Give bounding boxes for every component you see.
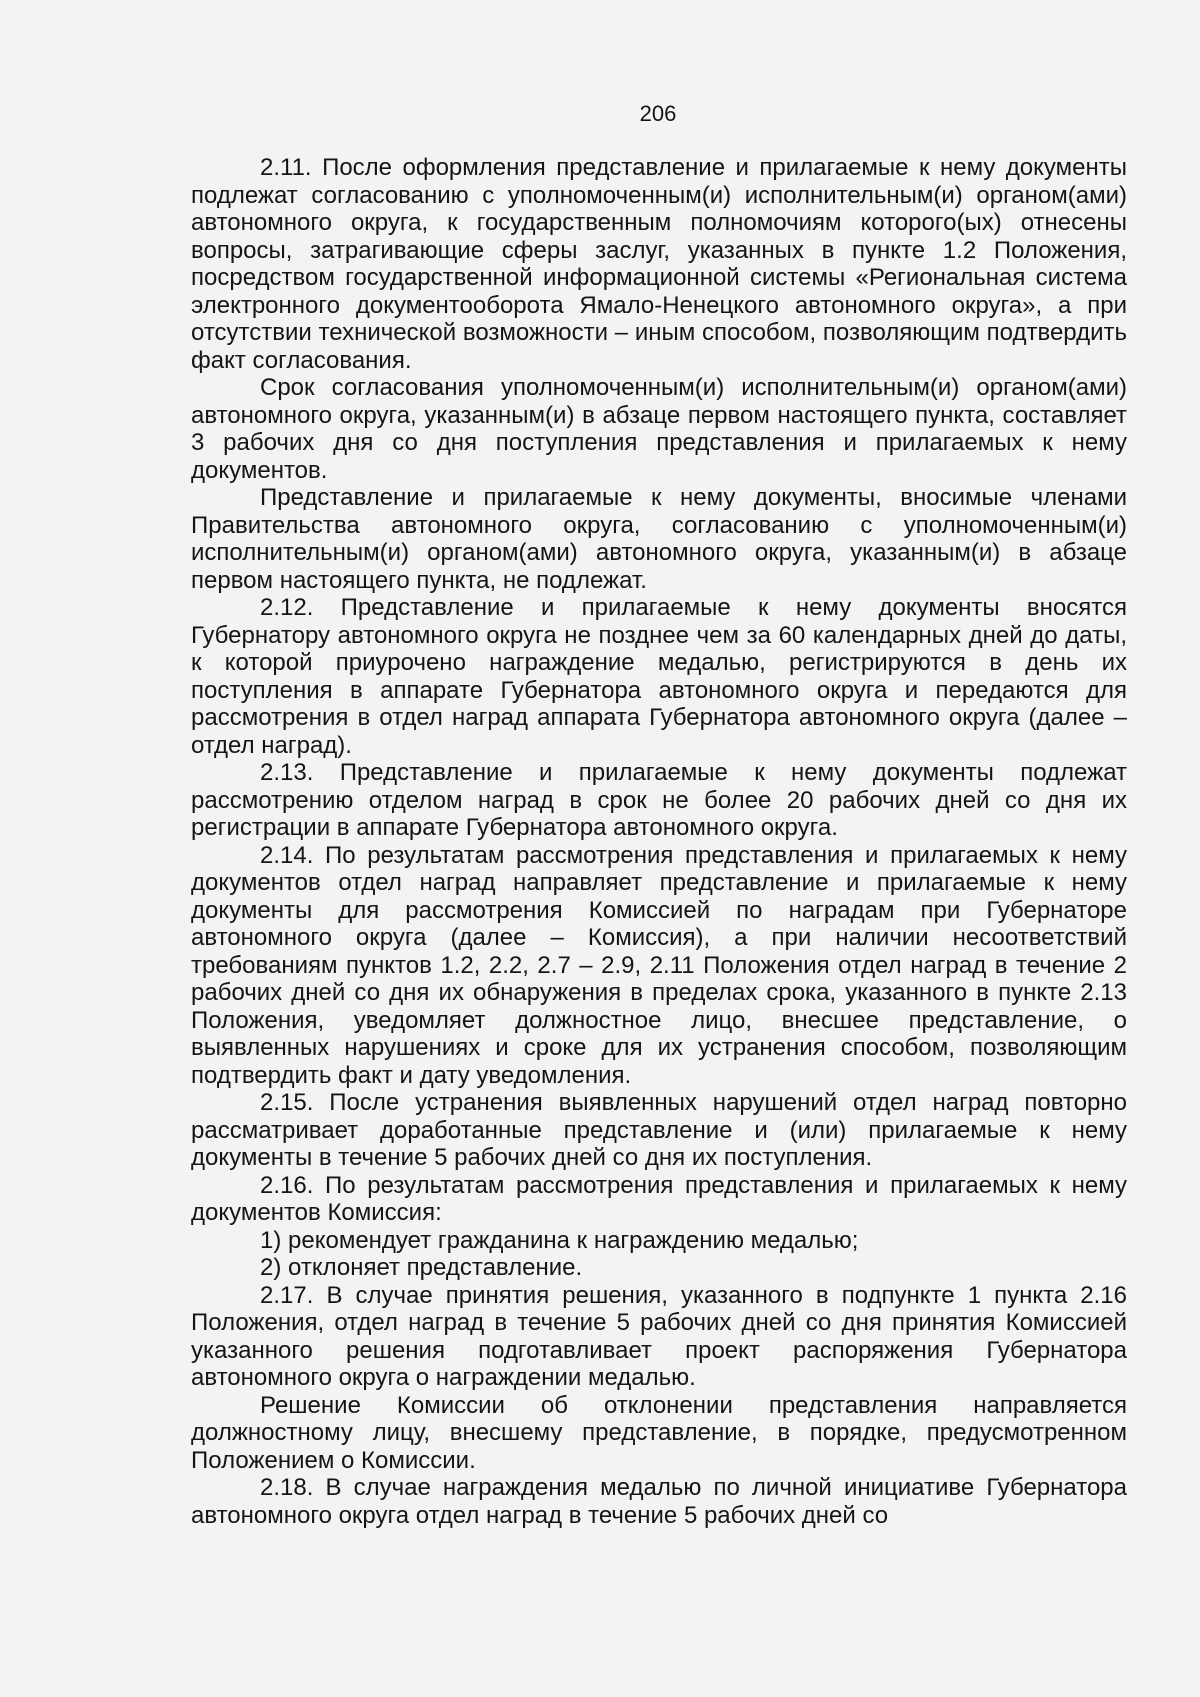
list-item-2: 2) отклоняет представление. (260, 1254, 583, 1281)
paragraph-2-17: 2.17. В случае принятия решения, указанного в подпункте 1 пункта 2.16 Положения, отдел наград в течение 5 рабочих дней со дня принятия Комиссией указанного решения подготавливает проект распоряжения Губернатора автономного округа о награждении медалью. (191, 1281, 1127, 1391)
paragraph-2-11: 2.11. После оформления представление и прилагаемые к нему документы подлежат согласованию с уполномоченным(и) исполнительным(и) органом(ами) автономного округа, к государственным полномочиям которого(ых) отнесены вопросы, затрагивающие сферы заслуг, указанных в пункте 1.2 Положения, посредством государственной информационной системы «Региональная система электронного документооборота Ямало-Ненецкого автономного округа», а при отсутствии технической возможности – иным способом, позволяющим подтвердить факт согласования. (191, 154, 1127, 374)
paragraph-2-12: 2.12. Представление и прилагаемые к нему документы вносятся Губернатору автономного округа не позднее чем за 60 календарных дней до даты, к которой приурочено награждение медалью, регистрируются в день их поступления в аппарате Губернатора автономного округа и передаются для рассмотрения в отдел наград аппарата Губернатора автономного округа (далее – отдел наград). (191, 594, 1127, 759)
paragraph-2-14: 2.14. По результатам рассмотрения представления и прилагаемых к нему документов отдел наград направляет представление и прилагаемые к нему документы для рассмотрения Комиссией по наградам при Губернаторе автономного округа (далее – Комиссия), а при наличии несоответствий требованиям пунктов 1.2, 2.2, 2.7 – 2.9, 2.11 Положения отдел наград в течение 2 рабочих дней со дня их обнаружения в пределах срока, указанного в пункте 2.13 Положения, уведомляет должностное лицо, внесшее представление, о выявленных нарушениях и сроке для их устранения способом, позволяющим подтвердить факт и дату уведомления. (191, 841, 1127, 1089)
document-body (191, 154, 1127, 1529)
paragraph-commission-rejection: Решение Комиссии об отклонении представления направляется должностному лицу, внесшему представление, в порядке, предусмотренном Положением о Комиссии. (191, 1391, 1127, 1474)
page-number: 206 (639, 101, 677, 126)
list-item-1: 1) рекомендует гражданина к награждению медалью; (260, 1226, 859, 1254)
paragraph-2-18: 2.18. В случае награждения медалью по личной инициативе Губернатора автономного округа отдел наград в течение 5 рабочих дней со (191, 1474, 1127, 1529)
paragraph-government-members: Представление и прилагаемые к нему документы, вносимые членами Правительства автономного округа, согласованию с уполномоченным(и) исполнительным(и) органом(ами) автономного округа, указанным(и) в абзаце первом настоящего пункта, не подлежат. (191, 484, 1127, 594)
paragraph-approval-term: Срок согласования уполномоченным(и) исполнительным(и) органом(ами) автономного округа, указанным(и) в абзаце первом настоящего пункта, составляет 3 рабочих дня со дня поступления представления и прилагаемых к нему документов. (191, 374, 1127, 484)
paragraph-2-16: 2.16. По результатам рассмотрения представления и прилагаемых к нему документов Комиссия: (191, 1171, 1127, 1226)
paragraph-2-15: 2.15. После устранения выявленных нарушений отдел наград повторно рассматривает доработанные представление и (или) прилагаемые к нему документы в течение 5 рабочих дней со дня их поступления. (191, 1089, 1127, 1171)
paragraph-2-13: 2.13. Представление и прилагаемые к нему документы подлежат рассмотрению отделом наград в срок не более 20 рабочих дней со дня их регистрации в аппарате Губернатора автономного округа. (191, 759, 1127, 841)
